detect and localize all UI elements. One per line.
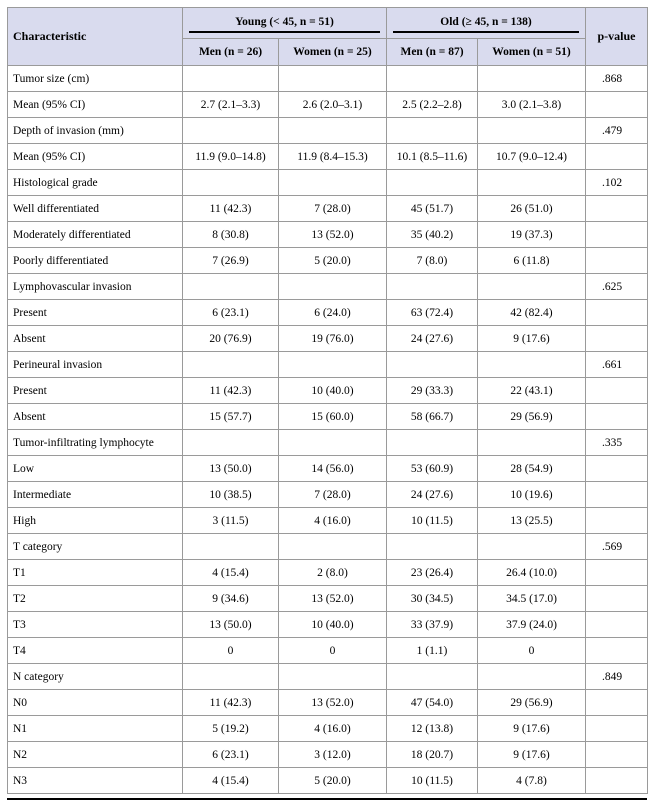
row-label: T4 [8, 638, 183, 664]
young-women-cell [279, 118, 387, 144]
young-women-cell: 10 (40.0) [279, 612, 387, 638]
old-men-cell [387, 274, 478, 300]
old-men-cell: 12 (13.8) [387, 716, 478, 742]
table-row [8, 586, 648, 612]
table-row [8, 248, 648, 274]
old-women-cell [478, 118, 586, 144]
p-value-cell [586, 326, 648, 352]
young-men-cell [183, 66, 279, 92]
old-women-cell [478, 664, 586, 690]
old-group-header [387, 8, 586, 39]
row-label: Mean (95% CI) [8, 144, 183, 170]
table-row [8, 716, 648, 742]
row-label: N2 [8, 742, 183, 768]
old-women-cell [478, 170, 586, 196]
old-women-cell [478, 274, 586, 300]
old-men-cell [387, 118, 478, 144]
old-men-cell: 10 (11.5) [387, 768, 478, 794]
young-women-cell [279, 170, 387, 196]
old-women-cell: 9 (17.6) [478, 742, 586, 768]
p-value-cell [586, 716, 648, 742]
p-value-cell [586, 456, 648, 482]
young-women-cell [279, 352, 387, 378]
young-women-cell: 4 (16.0) [279, 508, 387, 534]
old-women-cell [478, 534, 586, 560]
row-label: N3 [8, 768, 183, 794]
p-value-cell [586, 92, 648, 118]
young-women-header: Women (n = 25) [279, 39, 387, 66]
table-body [8, 66, 648, 794]
table-row [8, 508, 648, 534]
young-women-cell: 13 (52.0) [279, 222, 387, 248]
row-label: Histological grade [8, 170, 183, 196]
table-row [8, 196, 648, 222]
young-men-cell [183, 170, 279, 196]
p-value-cell [586, 742, 648, 768]
young-men-cell: 11 (42.3) [183, 690, 279, 716]
old-women-cell: 10.7 (9.0–12.4) [478, 144, 586, 170]
old-women-cell: 26 (51.0) [478, 196, 586, 222]
p-value-cell: .569 [586, 534, 648, 560]
old-women-cell: 13 (25.5) [478, 508, 586, 534]
young-men-cell [183, 118, 279, 144]
p-value-cell [586, 222, 648, 248]
row-label: Intermediate [8, 482, 183, 508]
old-women-cell: 4 (7.8) [478, 768, 586, 794]
p-value-cell [586, 612, 648, 638]
old-women-cell: 22 (43.1) [478, 378, 586, 404]
characteristics-table [7, 7, 648, 794]
young-women-cell: 0 [279, 638, 387, 664]
table-row [8, 274, 648, 300]
p-value-cell: .849 [586, 664, 648, 690]
row-label: Tumor-infiltrating lymphocyte [8, 430, 183, 456]
old-men-cell: 10.1 (8.5–11.6) [387, 144, 478, 170]
old-men-cell [387, 430, 478, 456]
old-women-cell: 6 (11.8) [478, 248, 586, 274]
p-value-cell [586, 248, 648, 274]
table-row [8, 560, 648, 586]
table-row [8, 326, 648, 352]
p-value-cell [586, 508, 648, 534]
young-group-header [183, 8, 387, 39]
young-men-cell [183, 534, 279, 560]
table-row [8, 456, 648, 482]
row-label: T3 [8, 612, 183, 638]
table-row [8, 768, 648, 794]
young-men-cell [183, 430, 279, 456]
young-group-label: Young (< 45, n = 51) [189, 16, 380, 33]
young-women-cell: 13 (52.0) [279, 690, 387, 716]
table-row [8, 66, 648, 92]
young-men-cell: 11 (42.3) [183, 196, 279, 222]
young-women-cell: 10 (40.0) [279, 378, 387, 404]
p-value-cell [586, 404, 648, 430]
young-men-cell: 4 (15.4) [183, 560, 279, 586]
old-women-cell: 29 (56.9) [478, 690, 586, 716]
old-men-cell: 47 (54.0) [387, 690, 478, 716]
young-men-cell: 11.9 (9.0–14.8) [183, 144, 279, 170]
old-men-cell: 45 (51.7) [387, 196, 478, 222]
young-women-cell [279, 534, 387, 560]
row-label: Depth of invasion (mm) [8, 118, 183, 144]
young-women-cell: 6 (24.0) [279, 300, 387, 326]
old-women-cell: 28 (54.9) [478, 456, 586, 482]
young-men-cell: 9 (34.6) [183, 586, 279, 612]
young-men-cell: 6 (23.1) [183, 742, 279, 768]
p-value-cell: .479 [586, 118, 648, 144]
row-label: Tumor size (cm) [8, 66, 183, 92]
p-value-cell [586, 586, 648, 612]
young-men-cell: 13 (50.0) [183, 612, 279, 638]
p-value-cell: .661 [586, 352, 648, 378]
old-women-cell: 10 (19.6) [478, 482, 586, 508]
young-women-cell [279, 664, 387, 690]
p-value-cell: .102 [586, 170, 648, 196]
old-men-cell: 1 (1.1) [387, 638, 478, 664]
young-women-cell [279, 66, 387, 92]
old-women-cell [478, 352, 586, 378]
table-row [8, 118, 648, 144]
old-men-cell: 23 (26.4) [387, 560, 478, 586]
young-men-cell: 13 (50.0) [183, 456, 279, 482]
young-men-cell: 10 (38.5) [183, 482, 279, 508]
row-label: Absent [8, 326, 183, 352]
young-women-cell: 13 (52.0) [279, 586, 387, 612]
young-men-cell: 6 (23.1) [183, 300, 279, 326]
table-row [8, 482, 648, 508]
table-row [8, 430, 648, 456]
table-row [8, 742, 648, 768]
table-row [8, 534, 648, 560]
table-row [8, 638, 648, 664]
old-men-cell [387, 352, 478, 378]
row-label: T category [8, 534, 183, 560]
p-value-cell: .335 [586, 430, 648, 456]
young-women-cell: 5 (20.0) [279, 768, 387, 794]
old-men-cell: 29 (33.3) [387, 378, 478, 404]
young-men-cell: 11 (42.3) [183, 378, 279, 404]
old-women-cell: 29 (56.9) [478, 404, 586, 430]
row-label: T2 [8, 586, 183, 612]
young-women-cell: 5 (20.0) [279, 248, 387, 274]
young-women-cell: 3 (12.0) [279, 742, 387, 768]
young-women-cell [279, 274, 387, 300]
table-header [8, 8, 648, 66]
old-men-cell: 33 (37.9) [387, 612, 478, 638]
table-row [8, 612, 648, 638]
young-women-cell [279, 430, 387, 456]
young-men-cell: 7 (26.9) [183, 248, 279, 274]
row-label: Absent [8, 404, 183, 430]
p-value-cell [586, 144, 648, 170]
young-men-cell: 0 [183, 638, 279, 664]
old-women-cell [478, 66, 586, 92]
p-value-cell [586, 690, 648, 716]
old-men-cell [387, 534, 478, 560]
table-row [8, 690, 648, 716]
table-row [8, 664, 648, 690]
old-women-cell: 26.4 (10.0) [478, 560, 586, 586]
row-label: Mean (95% CI) [8, 92, 183, 118]
young-men-cell [183, 664, 279, 690]
old-women-cell: 3.0 (2.1–3.8) [478, 92, 586, 118]
row-label: Well differentiated [8, 196, 183, 222]
old-women-cell: 9 (17.6) [478, 716, 586, 742]
young-women-cell: 4 (16.0) [279, 716, 387, 742]
young-men-cell [183, 274, 279, 300]
old-men-cell: 30 (34.5) [387, 586, 478, 612]
old-women-cell: 0 [478, 638, 586, 664]
young-men-cell: 4 (15.4) [183, 768, 279, 794]
young-women-cell: 7 (28.0) [279, 196, 387, 222]
table-row [8, 222, 648, 248]
row-label: Present [8, 378, 183, 404]
young-men-cell: 8 (30.8) [183, 222, 279, 248]
old-women-cell: 19 (37.3) [478, 222, 586, 248]
young-men-cell: 3 (11.5) [183, 508, 279, 534]
old-women-cell: 34.5 (17.0) [478, 586, 586, 612]
old-women-cell: 37.9 (24.0) [478, 612, 586, 638]
old-men-cell: 35 (40.2) [387, 222, 478, 248]
old-men-cell: 18 (20.7) [387, 742, 478, 768]
table-row [8, 170, 648, 196]
row-label: High [8, 508, 183, 534]
young-women-cell: 2.6 (2.0–3.1) [279, 92, 387, 118]
old-men-cell [387, 664, 478, 690]
p-value-cell [586, 638, 648, 664]
bottom-rule [7, 798, 647, 800]
old-men-cell [387, 66, 478, 92]
row-label: Lymphovascular invasion [8, 274, 183, 300]
row-label: Poorly differentiated [8, 248, 183, 274]
p-value-cell: .868 [586, 66, 648, 92]
p-value-header: p-value [586, 8, 648, 66]
old-men-cell: 2.5 (2.2–2.8) [387, 92, 478, 118]
characteristic-header: Characteristic [8, 8, 183, 66]
p-value-cell [586, 378, 648, 404]
old-women-cell: 42 (82.4) [478, 300, 586, 326]
row-label: T1 [8, 560, 183, 586]
young-men-cell: 20 (76.9) [183, 326, 279, 352]
young-women-cell: 15 (60.0) [279, 404, 387, 430]
old-men-cell: 53 (60.9) [387, 456, 478, 482]
young-women-cell: 19 (76.0) [279, 326, 387, 352]
p-value-cell: .625 [586, 274, 648, 300]
old-men-cell: 63 (72.4) [387, 300, 478, 326]
young-men-cell [183, 352, 279, 378]
row-label: N1 [8, 716, 183, 742]
row-label: Moderately differentiated [8, 222, 183, 248]
old-men-cell: 24 (27.6) [387, 482, 478, 508]
old-women-cell [478, 430, 586, 456]
old-men-cell: 7 (8.0) [387, 248, 478, 274]
young-women-cell: 7 (28.0) [279, 482, 387, 508]
old-women-cell: 9 (17.6) [478, 326, 586, 352]
young-men-header: Men (n = 26) [183, 39, 279, 66]
p-value-cell [586, 482, 648, 508]
table-row [8, 378, 648, 404]
table-row [8, 404, 648, 430]
p-value-cell [586, 196, 648, 222]
table-row [8, 352, 648, 378]
row-label: Low [8, 456, 183, 482]
young-women-cell: 14 (56.0) [279, 456, 387, 482]
table-row [8, 92, 648, 118]
young-women-cell: 11.9 (8.4–15.3) [279, 144, 387, 170]
old-women-header: Women (n = 51) [478, 39, 586, 66]
p-value-cell [586, 560, 648, 586]
row-label: N category [8, 664, 183, 690]
old-men-cell: 58 (66.7) [387, 404, 478, 430]
old-men-cell: 24 (27.6) [387, 326, 478, 352]
row-label: Present [8, 300, 183, 326]
young-men-cell: 2.7 (2.1–3.3) [183, 92, 279, 118]
young-men-cell: 15 (57.7) [183, 404, 279, 430]
row-label: N0 [8, 690, 183, 716]
old-men-cell [387, 170, 478, 196]
young-women-cell: 2 (8.0) [279, 560, 387, 586]
table-row [8, 144, 648, 170]
old-men-cell: 10 (11.5) [387, 508, 478, 534]
p-value-cell [586, 768, 648, 794]
old-men-header: Men (n = 87) [387, 39, 478, 66]
row-label: Perineural invasion [8, 352, 183, 378]
p-value-cell [586, 300, 648, 326]
old-group-label: Old (≥ 45, n = 138) [393, 16, 579, 33]
table-row [8, 300, 648, 326]
young-men-cell: 5 (19.2) [183, 716, 279, 742]
